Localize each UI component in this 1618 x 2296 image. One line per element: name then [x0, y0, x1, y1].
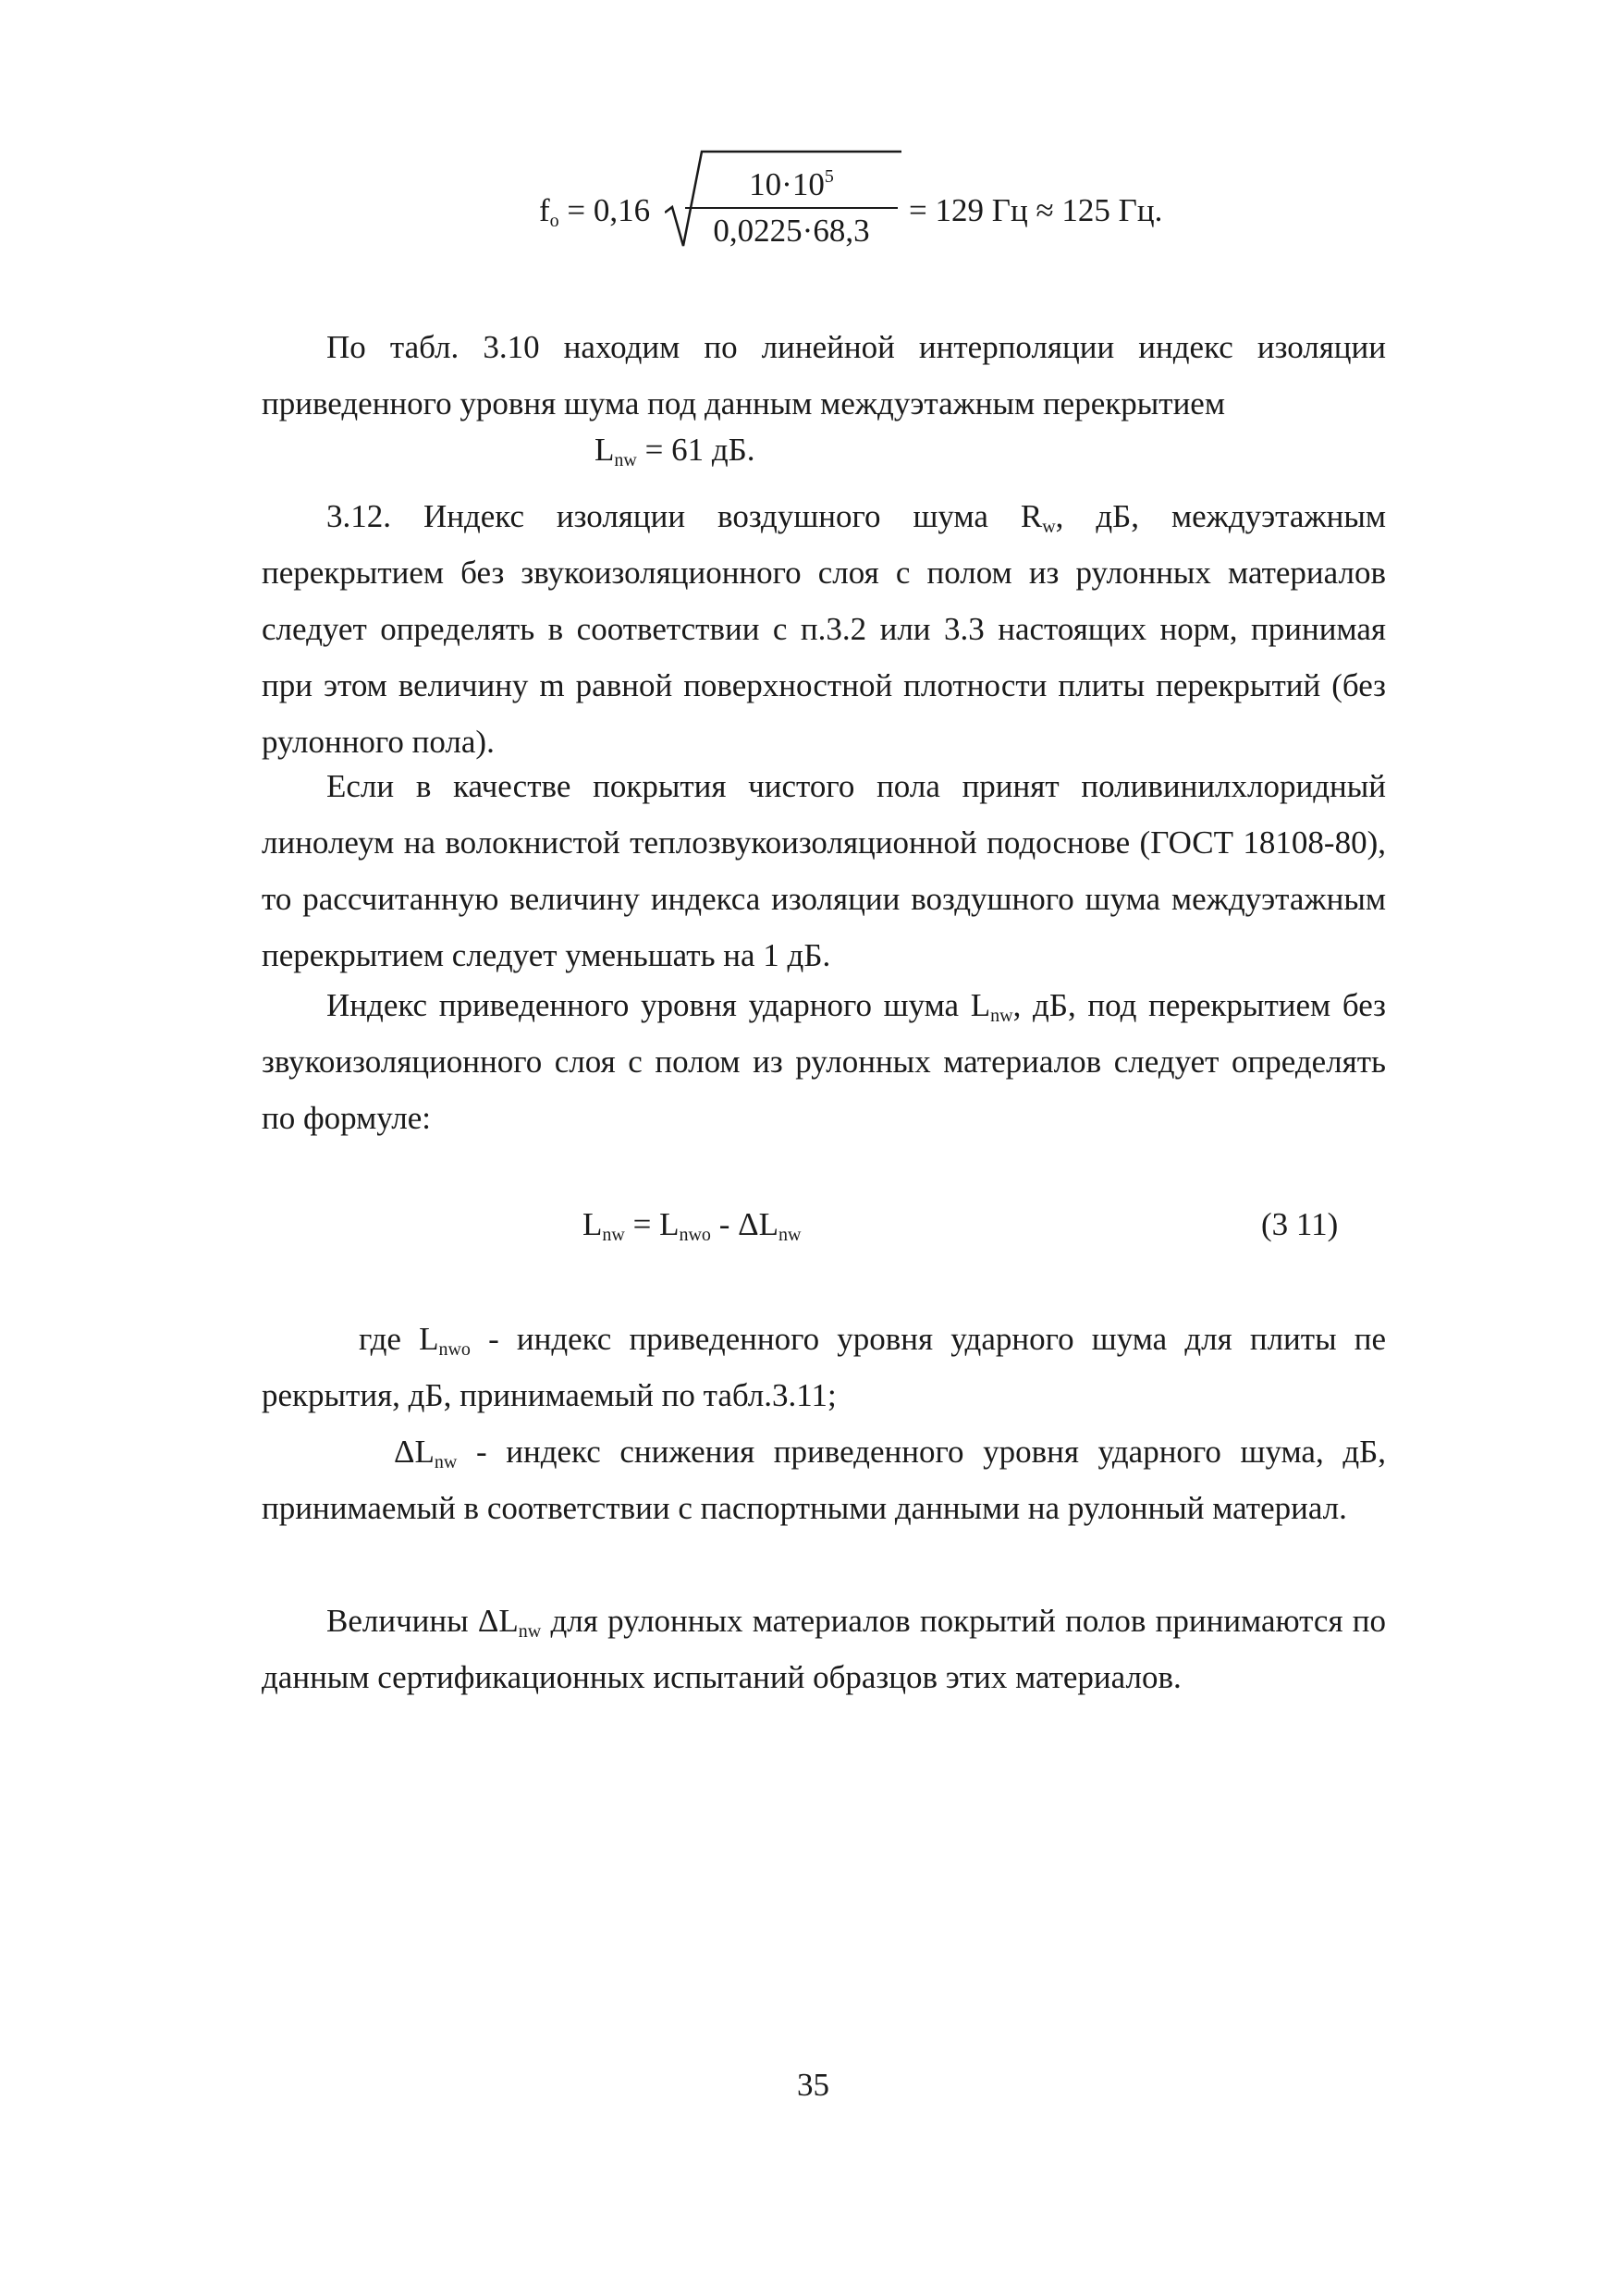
formula-3-11: $L_{nw} = L_{nwo} - \Delta L_{nw}$ [582, 1206, 802, 1245]
fraction-numerator: $10\cdot 10^5$ [749, 166, 834, 202]
formula-f0-lhs: $f_o = 0,16$ [539, 192, 651, 231]
fraction-denominator: 0,0225·68,3 [713, 213, 870, 249]
definition-delta-lnw: $\Delta L_{nw}$ - индекс снижения приведенного уровня ударного шума, дБ, принимаемый в соответствии с паспортными данными на рулонный материал. [262, 1434, 1386, 1526]
formula-f0-result: = 129 Гц ≈ 125 Гц. [909, 192, 1163, 228]
fraction-bar [685, 207, 898, 209]
lnw-value-line: $L_{nw} = 61$ дБ. [594, 432, 755, 470]
paragraph-interpolation: По табл. 3.10 находим по линейной интерполяции индекс изоляции приведенного уровня шума под данным междуэтажным перекрытием [262, 329, 1386, 421]
paragraph-delta-values: Величины $\Delta L_{nw}$ для рулонных материалов покрытий полов принимаются по данным сертификационных испытаний образцов этих материалов. [262, 1603, 1387, 1695]
sqrt-overline [739, 148, 901, 155]
paragraph-impact-noise: Индекс приведенного уровня ударного шума $L_{nw}$, дБ, под перекрытием без звукоизоляционного слоя с полом из рулонных материалов следует определять по формуле: [262, 987, 1386, 1136]
definition-lnwo: где $L_{nwo}$ - индекс приведенного уровня ударного шума для плиты пе рекрытия, дБ, принимаемый по табл.3.11; [262, 1321, 1386, 1413]
formula-f0-fraction [685, 165, 898, 251]
paragraph-linoleum: Если в качестве покрытия чистого пола принят поливинилхлоридный линолеум на волокнистой теплозвукоизоляционной подоснове (ГОСТ 18108-80), то рассчитанную величину индекса изоляции воздушного шума междуэтажным перекрытием следует уменьшать на 1 дБ. [262, 768, 1386, 973]
equation-number: (3 11) [1261, 1206, 1339, 1242]
paragraph-3-12: 3.12. Индекс изоляции воздушного шума $R_w$, дБ, междуэтажным перекрытием без звукоизоляционного слоя с полом из рулонных материалов следует определять в соответствии с п.3.2 или 3.3 настоящих норм, принимая при этом величину m равной поверхностной плотности плиты перекрытий (без рулонного пола). [262, 498, 1386, 760]
page-number: 35 [797, 2067, 829, 2103]
